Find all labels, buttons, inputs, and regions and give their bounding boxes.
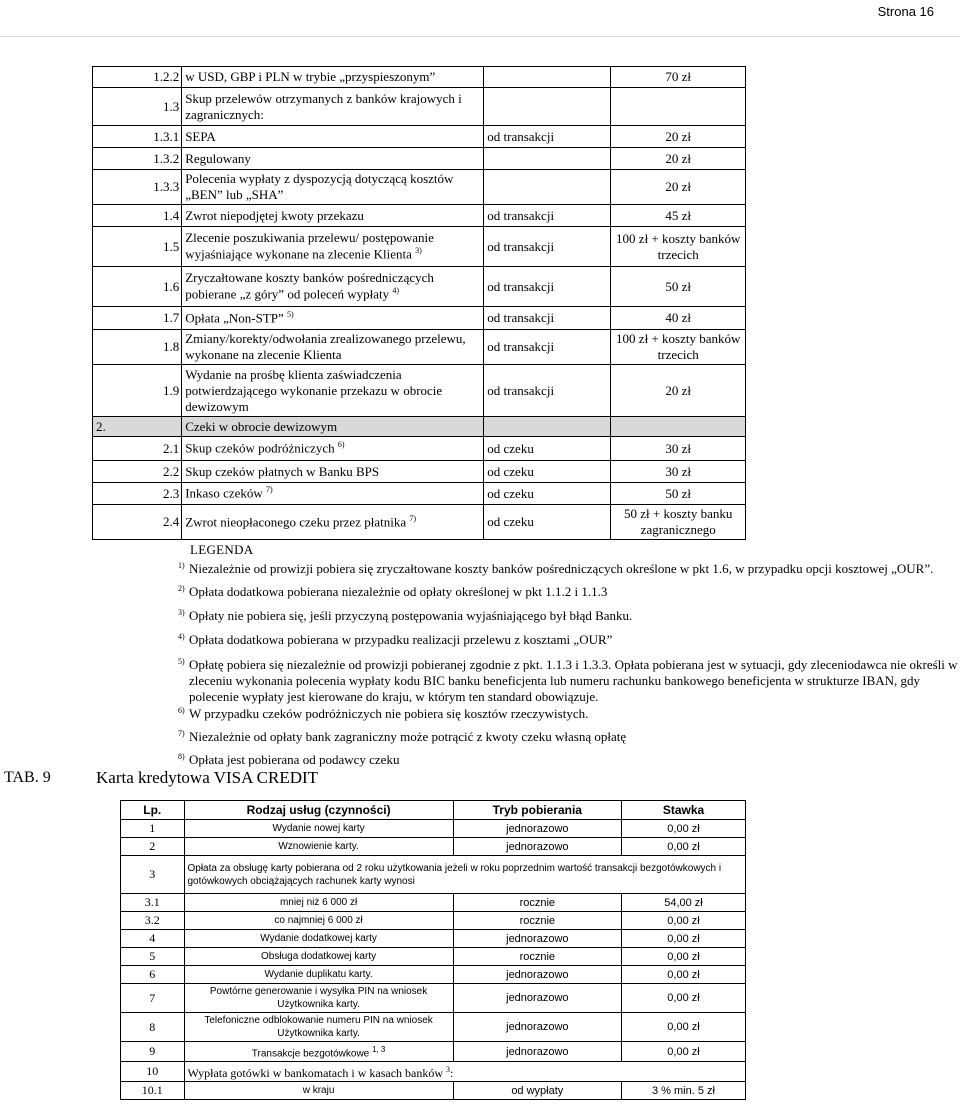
page-number: Strona 16 [877,4,934,19]
row-number: 1.3.2 [93,148,182,170]
charge-mode: od transakcji [484,126,611,148]
row-number: 3.2 [121,912,185,930]
table-row [121,856,746,894]
service-name [184,838,453,856]
fee-row [93,88,746,126]
rate-value: 0,00 zł [621,820,745,838]
table-row [121,820,746,838]
rate-value: 3 % min. 5 zł [621,1082,745,1100]
service-text: Wznowienie karty. [278,841,359,852]
table-row [121,1082,746,1100]
charge-mode: jednorazowo [453,966,621,984]
footnote-ref: 1, 3 [372,1045,386,1054]
charge-mode: jednorazowo [453,1042,621,1062]
rate-value: 50 zł [611,267,746,307]
service-text: Transakcje bezgotówkowe [251,1048,370,1060]
service-text: Inkaso czeków [185,485,263,501]
charge-mode: od czeku [484,505,611,540]
rate-value: 54,00 zł [621,894,745,912]
service-text: Zmiany/korekty/odwołania zrealizowanego przelewu, wykonane na zlecenie Klienta [185,331,466,362]
footnote-ref: 3) [415,246,422,256]
service-text: Czeki w obrocie dewizowym [185,418,338,434]
service-text: Wydanie na prośbę klienta zaświadczenia potwierdzającego wykonanie przekazu w obrocie dewizowym [185,366,443,414]
rate-value [611,417,746,437]
row-number: 2.2 [93,461,182,483]
row-number: 7 [121,984,185,1013]
fee-row [93,505,746,540]
table-title: Karta kredytowa VISA CREDIT [96,768,319,787]
service-name [182,437,484,461]
row-number: 1.9 [93,365,182,417]
fee-row [93,330,746,365]
footnote-text: Niezależnie od opłaty bank zagraniczny może potrącić z kwoty czeku własną opłatę [189,729,627,744]
row-number: 1.2.2 [93,67,182,88]
footnote-text: Opłaty nie pobiera się, jeśli przyczyną postępowania wyjaśniającego był błąd Banku. [189,608,633,623]
charge-mode: od czeku [484,483,611,505]
service-text: Telefoniczne odblokowanie numeru PIN na wniosek Użytkownika karty. [204,1015,433,1039]
row-number: 10 [121,1062,185,1082]
service-text: w USD, GBP i PLN w trybie „przyspieszonym” [185,69,436,84]
charge-mode: od wypłaty [453,1082,621,1100]
card-fees-table [120,800,746,1100]
charge-mode: jednorazowo [453,838,621,856]
table-row [121,894,746,912]
row-number: 9 [121,1042,185,1062]
fee-row [93,483,746,505]
service-name [184,894,453,912]
footnote-text: Opłatę pobiera się niezależnie od prowizji pobieranej zgodnie z pkt. 1.1.3 i 1.3.3. Opłata pobierana jest w sytuacji, gdy zleceniodawca nie określi w zleceniu wykonania polecenia wypłaty kodu BIC banku beneficjenta lub numeru rachunku bankowego beneficjenta w strukturze IBAN, gdy polecenie wypłaty jest kierowane do kraju, w którym ten standard obowiązuje. [189,657,958,704]
service-name [184,1013,453,1042]
table-row [121,966,746,984]
legend-title: LEGENDA [190,542,254,557]
footnote-mark: 8) [178,752,185,761]
service-name [182,417,484,437]
rate-value: 0,00 zł [621,984,745,1013]
footnote-text: Opłata dodatkowa pobierana niezależnie od opłaty określonej w pkt 1.1.2 i 1.1.3 [189,584,608,599]
row-number: 5 [121,948,185,966]
service-name [182,307,484,330]
footnote-mark: 4) [178,632,185,641]
service-text: Opłata za obsługę karty pobierana od 2 roku użytkowania jeżeli w roku poprzednim wartość transakcji bezgotówkowych i gotówkowych obciążających rachunek karty wynosi [187,862,722,887]
service-name [184,856,746,894]
service-name [182,461,484,483]
row-number: 1.6 [93,267,182,307]
rate-value: 0,00 zł [621,912,745,930]
service-text: w kraju [302,1085,335,1097]
footnote-mark: 2) [178,584,185,593]
service-text: Obsługa dodatkowej karty [261,951,377,962]
rate-value: 20 zł [611,126,746,148]
charge-mode: od czeku [484,437,611,461]
rate-value: 100 zł + koszty banków trzecich [611,330,746,365]
header-divider [0,36,960,37]
section-row [93,417,746,437]
service-text: Zwrot nieopłaconego czeku przez płatnika [185,514,407,530]
service-name [182,330,484,365]
rate-value: 0,00 zł [621,838,745,856]
row-number: 6 [121,966,185,984]
footnote-text: Opłata dodatkowa pobierana w przypadku realizacji przelewu z kosztami „OUR” [189,632,613,647]
table-row [121,1062,746,1082]
charge-mode: jednorazowo [453,820,621,838]
footnote-text: W przypadku czeków podróżniczych nie pobiera się kosztów rzeczywistych. [189,706,589,721]
service-name [182,126,484,148]
footnote-text: Opłata jest pobierana od podawcy czeku [189,752,400,767]
fee-row [93,365,746,417]
fee-row [93,205,746,227]
rate-value: 0,00 zł [621,948,745,966]
fee-row [93,267,746,307]
rate-value: 70 zł [611,67,746,88]
service-text: Skup czeków płatnych w Banku BPS [185,463,380,479]
charge-mode: jednorazowo [453,1013,621,1042]
service-name [182,227,484,267]
service-text: mniej niż 6 000 zł [279,897,358,908]
service-name [184,1082,453,1100]
rate-value: 30 zł [611,461,746,483]
header-rate: Stawka [621,801,745,820]
rate-value: 100 zł + koszty banków trzecich [611,227,746,267]
row-number: 1.3.1 [93,126,182,148]
footnote-text: Niezależnie od prowizji pobiera się zryczałtowane koszty banków pośredniczących określone w pkt 1.6, w przypadku opcji kosztowej „OUR”. [189,561,934,576]
fee-row [93,148,746,170]
service-text: SEPA [185,128,216,144]
service-text: Skup przelewów otrzymanych z banków krajowych i zagranicznych: [185,90,462,122]
service-text: Skup czeków podróżniczych [185,440,335,456]
table-row [121,930,746,948]
row-number: 1.8 [93,330,182,365]
fees-table [92,66,746,540]
service-name [184,1062,746,1082]
footnote-mark: 3) [178,608,185,617]
charge-mode: od transakcji [484,205,611,227]
service-name [184,966,453,984]
charge-mode: od transakcji [484,307,611,330]
service-text: Regulowany [185,150,251,166]
service-name [184,930,453,948]
service-name [182,148,484,170]
table-row [121,912,746,930]
rate-value: 0,00 zł [621,930,745,948]
header-mode: Tryb pobierania [453,801,621,820]
rate-value: 0,00 zł [621,1042,745,1062]
row-number: 10.1 [121,1082,185,1100]
footnote-ref: 6) [337,440,345,450]
fee-row [93,437,746,461]
footnote-mark: 7) [178,729,185,738]
row-number: 1.7 [93,307,182,330]
service-name [182,483,484,505]
footnote-ref: 7) [409,513,417,523]
rate-value: 0,00 zł [621,1013,745,1042]
footnote-ref: 4) [392,286,400,296]
charge-mode [484,67,611,88]
charge-mode: jednorazowo [453,930,621,948]
footnote-ref: 7) [266,485,273,495]
service-text: Wydanie dodatkowej karty [260,933,377,944]
service-name [184,948,453,966]
charge-mode: rocznie [453,948,621,966]
service-text: Opłata „Non-STP” [185,310,284,326]
rate-value: 20 zł [611,170,746,205]
table-row [121,1042,746,1062]
charge-mode [484,170,611,205]
rate-value: 50 zł [611,483,746,505]
service-name [182,205,484,227]
service-name [184,984,453,1013]
footnote-ref: 3 [446,1065,451,1075]
row-number: 3.1 [121,894,185,912]
charge-mode [484,88,611,126]
service-text: Wydanie nowej karty [272,823,365,834]
fee-row [93,307,746,330]
charge-mode: od transakcji [484,365,611,417]
service-name [182,88,484,126]
service-text: co najmniej 6 000 zł [274,915,363,926]
row-number: 1 [121,820,185,838]
rate-value: 20 zł [611,148,746,170]
charge-mode: rocznie [453,912,621,930]
row-number: 2 [121,838,185,856]
table-header-row [121,801,746,820]
row-number: 1.5 [93,227,182,267]
charge-mode: jednorazowo [453,984,621,1013]
service-name [184,820,453,838]
service-text: Zwrot niepodjętej kwoty przekazu [185,207,364,223]
rate-value: 0,00 zł [621,966,745,984]
charge-mode [484,148,611,170]
row-number: 2.1 [93,437,182,461]
table-row [121,948,746,966]
footnote-mark: 6) [178,706,185,715]
rate-value: 40 zł [611,307,746,330]
row-number: 4 [121,930,185,948]
row-number: 3 [121,856,185,894]
service-suffix: : [450,1066,454,1081]
service-name [182,505,484,540]
fee-row [93,227,746,267]
service-name [182,365,484,417]
service-text: Polecenia wypłaty z dyspozycją dotyczącą kosztów „BEN” lub „SHA” [185,171,454,202]
row-number: 2. [93,417,182,437]
rate-value: 30 zł [611,437,746,461]
row-number: 2.3 [93,483,182,505]
header-lp: Lp. [121,801,185,820]
footnote-mark: 1) [178,561,185,570]
footnote-mark: 5) [178,657,185,666]
service-text: Powtórne generowanie i wysyłka PIN na wniosek Użytkownika karty. [209,986,428,1010]
service-name [184,1042,453,1062]
header-service: Rodzaj usług (czynności) [184,801,453,820]
charge-mode: od transakcji [484,330,611,365]
fee-row [93,170,746,205]
rate-value: 50 zł + koszty banku zagranicznego [611,505,746,540]
service-name [184,912,453,930]
table-number-label: TAB. 9 [4,769,51,786]
charge-mode: rocznie [453,894,621,912]
footnote-ref: 5) [287,309,294,319]
row-number: 1.3 [93,88,182,126]
fee-row [93,67,746,88]
service-text: Wydanie duplikatu karty. [264,969,373,980]
rate-value: 45 zł [611,205,746,227]
rate-value: 20 zł [611,365,746,417]
row-number: 8 [121,1013,185,1042]
service-name [182,170,484,205]
charge-mode: od transakcji [484,227,611,267]
charge-mode [484,417,611,437]
row-number: 1.4 [93,205,182,227]
table-row [121,984,746,1013]
charge-mode: od transakcji [484,267,611,307]
row-number: 1.3.3 [93,170,182,205]
row-number: 2.4 [93,505,182,540]
service-text: Zlecenie poszukiwania przelewu/ postępowanie wyjaśniające wykonane na zlecenie Klienta [185,230,434,262]
service-name [182,67,484,88]
charge-mode: od czeku [484,461,611,483]
table-row [121,838,746,856]
service-text: Zryczałtowane koszty banków pośredniczących pobierane „z góry” od poleceń wypłaty [185,270,434,302]
table-row [121,1013,746,1042]
fee-row [93,461,746,483]
service-name [182,267,484,307]
service-text: Wypłata gotówki w bankomatach i w kasach banków [187,1066,444,1081]
rate-value [611,88,746,126]
fee-row [93,126,746,148]
